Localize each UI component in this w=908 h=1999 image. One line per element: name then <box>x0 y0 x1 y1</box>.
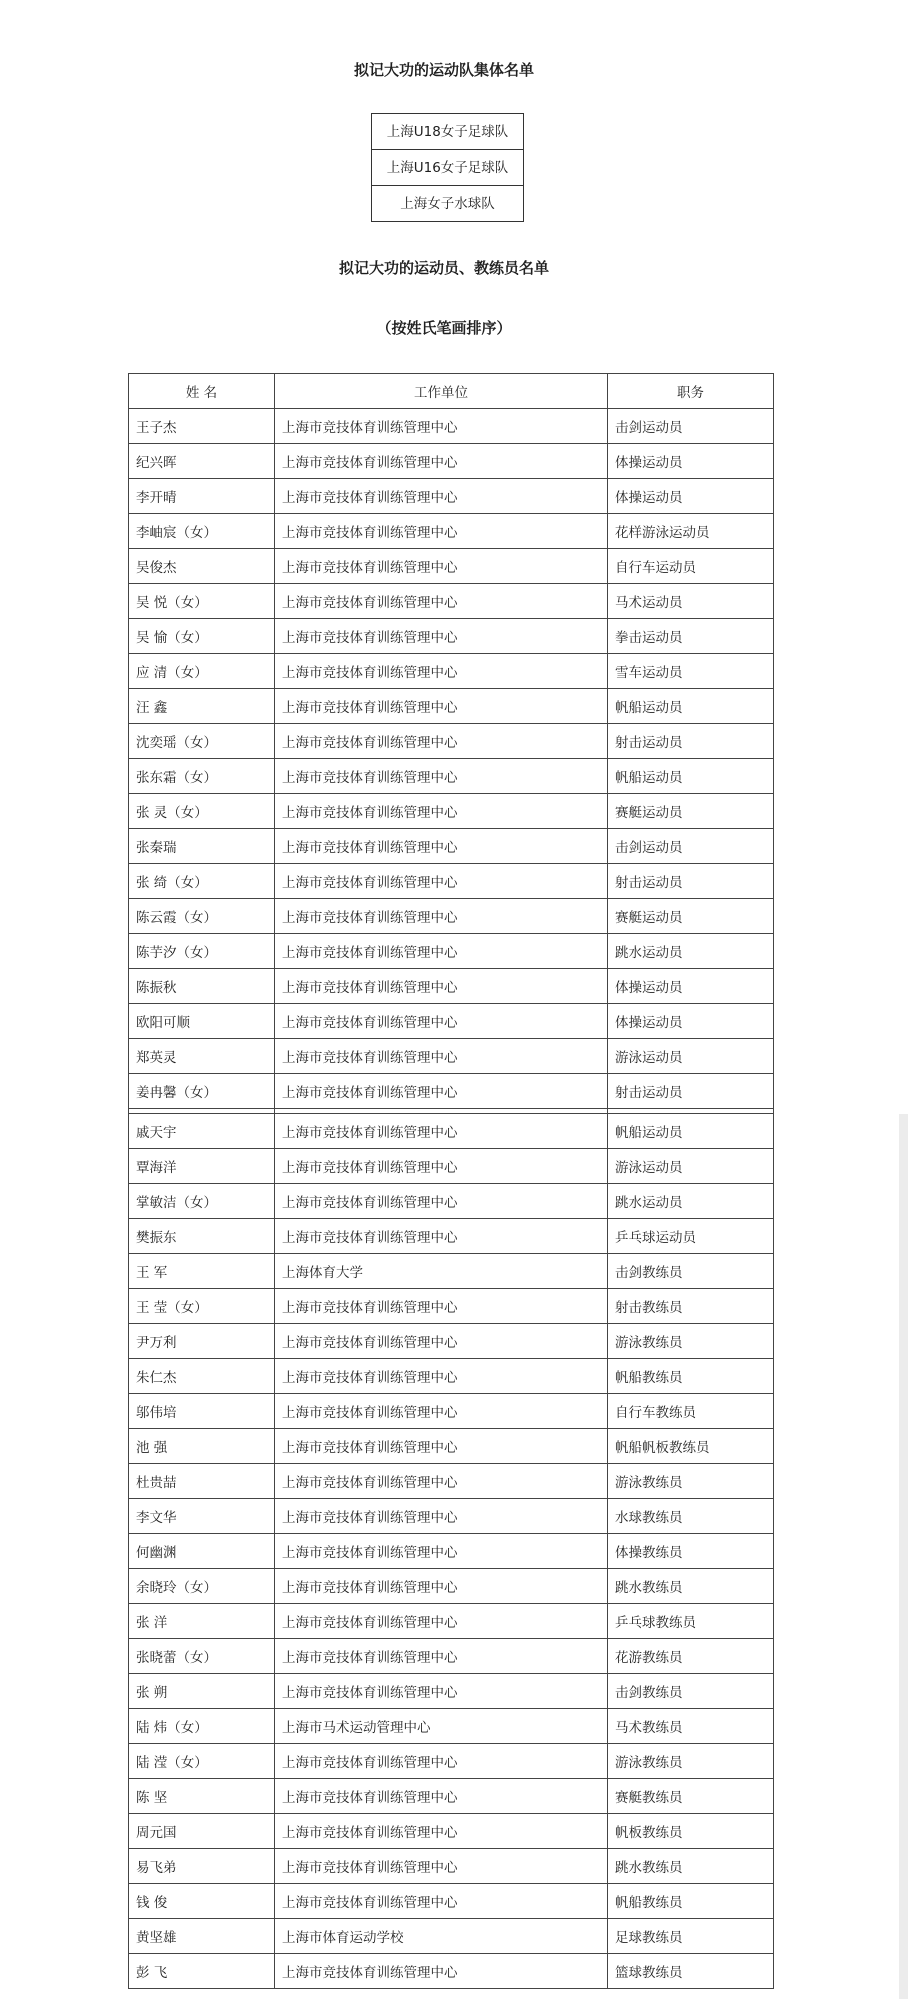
order-note: （按姓氏笔画排序） <box>376 319 512 337</box>
cell-unit: 上海市体育运动学校 <box>275 1919 608 1954</box>
cell-position: 游泳教练员 <box>608 1324 774 1359</box>
cell-name: 戚天宇 <box>129 1114 275 1149</box>
cell-unit: 上海市竞技体育训练管理中心 <box>275 794 608 829</box>
table-row <box>129 1429 774 1464</box>
table-row <box>129 1814 774 1849</box>
collective-title: 拟记大功的运动队集体名单 <box>353 61 534 79</box>
table-row <box>129 1219 774 1254</box>
table-row <box>129 1289 774 1324</box>
table-row <box>129 724 774 759</box>
cell-name: 陈云霞（女） <box>129 899 275 934</box>
cell-position: 跳水教练员 <box>608 1849 774 1884</box>
cell-unit: 上海市竞技体育训练管理中心 <box>275 409 608 444</box>
cell-position: 赛艇运动员 <box>608 899 774 934</box>
header-name: 姓 名 <box>129 374 275 409</box>
roster-table <box>128 373 774 1989</box>
cell-position: 体操运动员 <box>608 479 774 514</box>
cell-name: 李文华 <box>129 1499 275 1534</box>
table-row <box>129 1884 774 1919</box>
table-row <box>129 1004 774 1039</box>
cell-unit: 上海市竞技体育训练管理中心 <box>275 899 608 934</box>
cell-name: 尹万利 <box>129 1324 275 1359</box>
cell-position: 帆板教练员 <box>608 1814 774 1849</box>
table-row <box>129 1039 774 1074</box>
cell-position: 体操运动员 <box>608 1004 774 1039</box>
table-row <box>129 584 774 619</box>
table-row <box>129 1534 774 1569</box>
table-row <box>129 479 774 514</box>
cell-position: 帆船运动员 <box>608 1114 774 1149</box>
team-name: 上海U18女子足球队 <box>372 114 524 150</box>
cell-unit: 上海市竞技体育训练管理中心 <box>275 444 608 479</box>
cell-name: 陆 滢（女） <box>129 1744 275 1779</box>
cell-name: 彭 飞 <box>129 1954 275 1989</box>
cell-position: 击剑运动员 <box>608 409 774 444</box>
table-row <box>129 1074 774 1109</box>
cell-unit: 上海市竞技体育训练管理中心 <box>275 1464 608 1499</box>
team-name: 上海女子水球队 <box>372 186 524 222</box>
table-row <box>129 1184 774 1219</box>
table-row <box>129 409 774 444</box>
cell-unit: 上海市竞技体育训练管理中心 <box>275 1039 608 1074</box>
cell-position: 游泳教练员 <box>608 1464 774 1499</box>
cell-name: 姜冉馨（女） <box>129 1074 275 1109</box>
table-row <box>129 1919 774 1954</box>
cell-name: 张 灵（女） <box>129 794 275 829</box>
cell-unit: 上海市竞技体育训练管理中心 <box>275 1289 608 1324</box>
table-row <box>129 829 774 864</box>
cell-name: 陆 炜（女） <box>129 1709 275 1744</box>
table-row <box>129 1499 774 1534</box>
cell-unit: 上海市竞技体育训练管理中心 <box>275 1499 608 1534</box>
cell-name: 池 强 <box>129 1429 275 1464</box>
cell-name: 吴俊杰 <box>129 549 275 584</box>
table-row <box>129 794 774 829</box>
table-row <box>129 899 774 934</box>
table-row <box>129 689 774 724</box>
cell-unit: 上海市竞技体育训练管理中心 <box>275 759 608 794</box>
table-row <box>129 1604 774 1639</box>
cell-unit: 上海市竞技体育训练管理中心 <box>275 1184 608 1219</box>
cell-position: 自行车运动员 <box>608 549 774 584</box>
cell-position: 体操教练员 <box>608 1534 774 1569</box>
cell-position: 水球教练员 <box>608 1499 774 1534</box>
cell-position: 击剑教练员 <box>608 1674 774 1709</box>
cell-unit: 上海市竞技体育训练管理中心 <box>275 724 608 759</box>
cell-unit: 上海市竞技体育训练管理中心 <box>275 1324 608 1359</box>
table-row <box>129 1359 774 1394</box>
cell-name: 郑英灵 <box>129 1039 275 1074</box>
team-row <box>372 150 524 186</box>
team-row <box>372 114 524 150</box>
cell-name: 易飞弟 <box>129 1849 275 1884</box>
cell-position: 射击运动员 <box>608 1074 774 1109</box>
cell-position: 赛艇教练员 <box>608 1779 774 1814</box>
cell-unit: 上海市竞技体育训练管理中心 <box>275 1849 608 1884</box>
cell-position: 篮球教练员 <box>608 1954 774 1989</box>
cell-name: 陈 坚 <box>129 1779 275 1814</box>
cell-unit: 上海市竞技体育训练管理中心 <box>275 934 608 969</box>
cell-name: 张东霜（女） <box>129 759 275 794</box>
cell-name: 张 绮（女） <box>129 864 275 899</box>
cell-name: 余晓玲（女） <box>129 1569 275 1604</box>
table-row <box>129 1709 774 1744</box>
cell-name: 李岫宸（女） <box>129 514 275 549</box>
cell-name: 王 莹（女） <box>129 1289 275 1324</box>
cell-position: 射击运动员 <box>608 724 774 759</box>
table-row <box>129 514 774 549</box>
cell-unit: 上海市竞技体育训练管理中心 <box>275 1814 608 1849</box>
cell-position: 拳击运动员 <box>608 619 774 654</box>
cell-unit: 上海市竞技体育训练管理中心 <box>275 1779 608 1814</box>
cell-unit: 上海市竞技体育训练管理中心 <box>275 514 608 549</box>
cell-name: 张晓蕾（女） <box>129 1639 275 1674</box>
cell-position: 花游教练员 <box>608 1639 774 1674</box>
cell-unit: 上海市竞技体育训练管理中心 <box>275 654 608 689</box>
cell-position: 射击运动员 <box>608 864 774 899</box>
cell-position: 射击教练员 <box>608 1289 774 1324</box>
cell-position: 击剑运动员 <box>608 829 774 864</box>
table-row <box>129 969 774 1004</box>
cell-unit: 上海市竞技体育训练管理中心 <box>275 1114 608 1149</box>
cell-name: 欧阳可顺 <box>129 1004 275 1039</box>
cell-unit: 上海市竞技体育训练管理中心 <box>275 1639 608 1674</box>
cell-position: 帆船教练员 <box>608 1359 774 1394</box>
cell-name: 覃海洋 <box>129 1149 275 1184</box>
cell-position: 马术运动员 <box>608 584 774 619</box>
cell-position: 体操运动员 <box>608 444 774 479</box>
cell-name: 何幽渊 <box>129 1534 275 1569</box>
cell-name: 汪 鑫 <box>129 689 275 724</box>
cell-unit: 上海市竞技体育训练管理中心 <box>275 479 608 514</box>
table-row <box>129 619 774 654</box>
cell-name: 沈奕瑶（女） <box>129 724 275 759</box>
cell-position: 跳水运动员 <box>608 1184 774 1219</box>
table-row <box>129 444 774 479</box>
table-row <box>129 549 774 584</box>
cell-unit: 上海市竞技体育训练管理中心 <box>275 1219 608 1254</box>
cell-name: 吴 悦（女） <box>129 584 275 619</box>
team-name: 上海U16女子足球队 <box>372 150 524 186</box>
cell-position: 赛艇运动员 <box>608 794 774 829</box>
cell-unit: 上海市竞技体育训练管理中心 <box>275 1004 608 1039</box>
cell-unit: 上海市竞技体育训练管理中心 <box>275 1569 608 1604</box>
cell-unit: 上海市竞技体育训练管理中心 <box>275 1149 608 1184</box>
cell-unit: 上海市竞技体育训练管理中心 <box>275 584 608 619</box>
cell-position: 跳水运动员 <box>608 934 774 969</box>
table-row <box>129 759 774 794</box>
table-row <box>129 1324 774 1359</box>
team-list-table <box>371 113 524 222</box>
cell-name: 张 洋 <box>129 1604 275 1639</box>
table-row <box>129 1744 774 1779</box>
table-row <box>129 1149 774 1184</box>
table-row <box>129 1674 774 1709</box>
header-position: 职务 <box>608 374 774 409</box>
cell-unit: 上海市竞技体育训练管理中心 <box>275 1359 608 1394</box>
cell-position: 乒乓球教练员 <box>608 1604 774 1639</box>
cell-unit: 上海市竞技体育训练管理中心 <box>275 619 608 654</box>
cell-name: 张 朔 <box>129 1674 275 1709</box>
table-row <box>129 1849 774 1884</box>
cell-name: 杜贵喆 <box>129 1464 275 1499</box>
cell-name: 张秦瑞 <box>129 829 275 864</box>
table-row <box>129 1254 774 1289</box>
cell-position: 马术教练员 <box>608 1709 774 1744</box>
cell-name: 陈芋汐（女） <box>129 934 275 969</box>
cell-name: 周元国 <box>129 1814 275 1849</box>
cell-unit: 上海市竞技体育训练管理中心 <box>275 1674 608 1709</box>
cell-name: 纪兴晖 <box>129 444 275 479</box>
roster-header-row <box>129 374 774 409</box>
table-row <box>129 1569 774 1604</box>
cell-name: 樊振东 <box>129 1219 275 1254</box>
cell-unit: 上海市竞技体育训练管理中心 <box>275 1429 608 1464</box>
table-row <box>129 1779 774 1814</box>
cell-unit: 上海市竞技体育训练管理中心 <box>275 1534 608 1569</box>
cell-unit: 上海市马术运动管理中心 <box>275 1709 608 1744</box>
cell-position: 击剑教练员 <box>608 1254 774 1289</box>
cell-position: 跳水教练员 <box>608 1569 774 1604</box>
cell-name: 应 清（女） <box>129 654 275 689</box>
cell-position: 帆船帆板教练员 <box>608 1429 774 1464</box>
cell-unit: 上海市竞技体育训练管理中心 <box>275 1884 608 1919</box>
team-row <box>372 186 524 222</box>
cell-position: 帆船运动员 <box>608 759 774 794</box>
individual-title: 拟记大功的运动员、教练员名单 <box>338 259 549 277</box>
table-row <box>129 1114 774 1149</box>
cell-name: 黄坚雄 <box>129 1919 275 1954</box>
cell-position: 雪车运动员 <box>608 654 774 689</box>
table-row <box>129 1464 774 1499</box>
cell-position: 帆船运动员 <box>608 689 774 724</box>
cell-unit: 上海市竞技体育训练管理中心 <box>275 1744 608 1779</box>
header-unit: 工作单位 <box>275 374 608 409</box>
cell-position: 游泳运动员 <box>608 1149 774 1184</box>
cell-position: 自行车教练员 <box>608 1394 774 1429</box>
cell-position: 游泳运动员 <box>608 1039 774 1074</box>
cell-position: 游泳教练员 <box>608 1744 774 1779</box>
cell-unit: 上海市竞技体育训练管理中心 <box>275 549 608 584</box>
cell-unit: 上海市竞技体育训练管理中心 <box>275 864 608 899</box>
table-row <box>129 864 774 899</box>
page-edge-shadow <box>899 1114 908 1999</box>
table-row <box>129 1954 774 1989</box>
cell-unit: 上海市竞技体育训练管理中心 <box>275 1954 608 1989</box>
cell-name: 掌敏洁（女） <box>129 1184 275 1219</box>
cell-position: 足球教练员 <box>608 1919 774 1954</box>
cell-unit: 上海市竞技体育训练管理中心 <box>275 1074 608 1109</box>
cell-position: 花样游泳运动员 <box>608 514 774 549</box>
cell-unit: 上海市竞技体育训练管理中心 <box>275 689 608 724</box>
cell-name: 王 军 <box>129 1254 275 1289</box>
cell-unit: 上海市竞技体育训练管理中心 <box>275 1604 608 1639</box>
cell-position: 帆船教练员 <box>608 1884 774 1919</box>
table-row <box>129 934 774 969</box>
cell-name: 钱 俊 <box>129 1884 275 1919</box>
cell-position: 体操运动员 <box>608 969 774 1004</box>
cell-unit: 上海市竞技体育训练管理中心 <box>275 969 608 1004</box>
cell-name: 朱仁杰 <box>129 1359 275 1394</box>
table-row <box>129 1394 774 1429</box>
cell-unit: 上海体育大学 <box>275 1254 608 1289</box>
cell-name: 李开晴 <box>129 479 275 514</box>
cell-name: 陈振秋 <box>129 969 275 1004</box>
cell-position: 乒乓球运动员 <box>608 1219 774 1254</box>
table-row <box>129 654 774 689</box>
cell-name: 邬伟培 <box>129 1394 275 1429</box>
cell-name: 王子杰 <box>129 409 275 444</box>
cell-unit: 上海市竞技体育训练管理中心 <box>275 1394 608 1429</box>
cell-name: 吴 愉（女） <box>129 619 275 654</box>
cell-unit: 上海市竞技体育训练管理中心 <box>275 829 608 864</box>
table-row <box>129 1639 774 1674</box>
